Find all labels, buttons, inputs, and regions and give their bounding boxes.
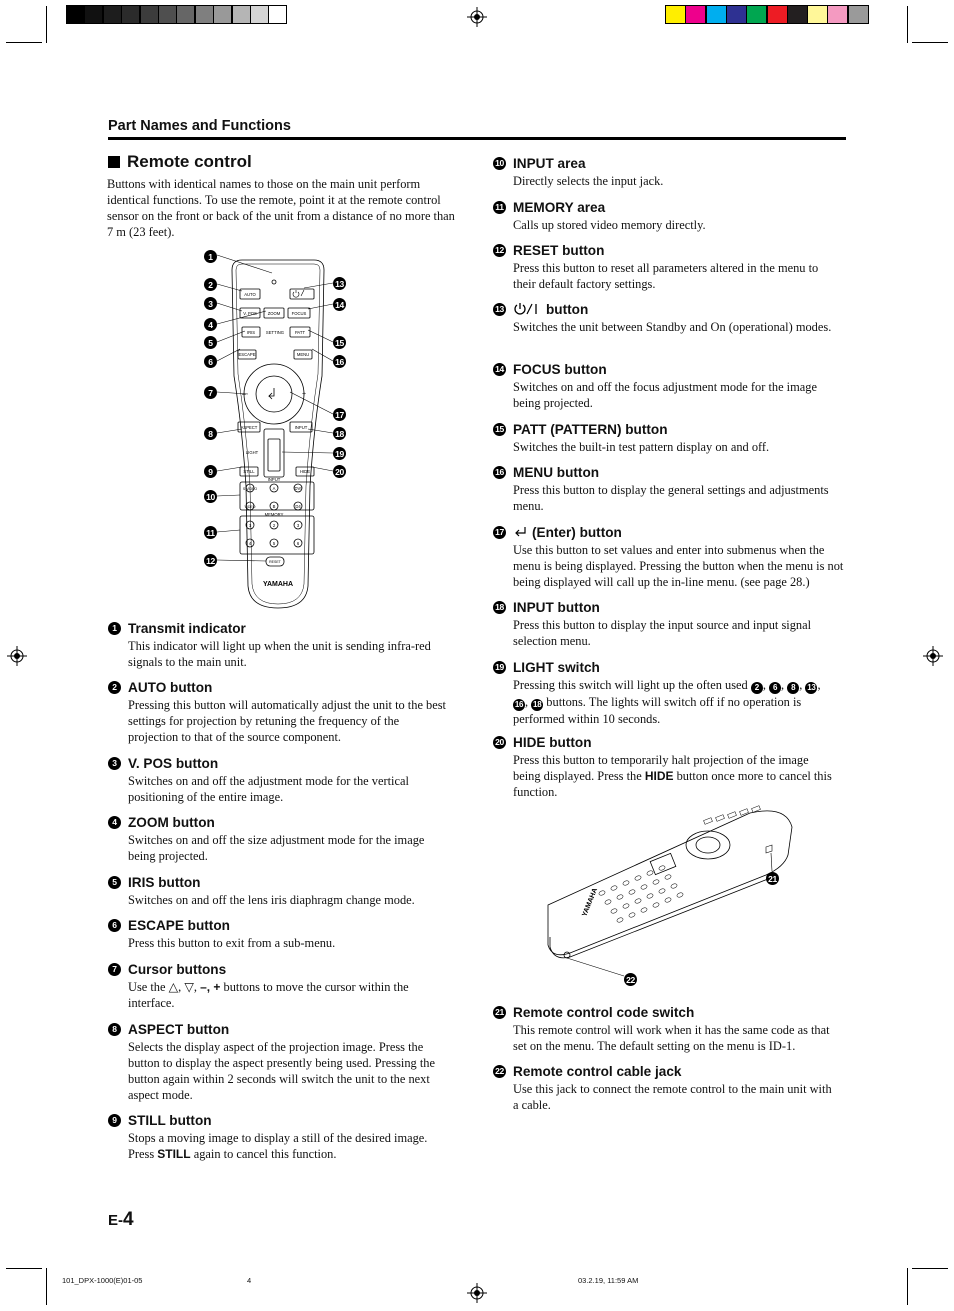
item-title: V. POS button [128,755,219,771]
gray-swatch [232,5,251,24]
gray-swatch [158,5,177,24]
remote-label-light: LIGHT [245,450,259,455]
remote-label-still: STILL [243,469,255,474]
side-view-button [652,879,659,885]
callout-3: 3 [204,297,217,310]
side-view-button [658,865,665,871]
item-number: 8 [108,1023,121,1036]
remote-label-aspect: ASPECT [240,425,258,430]
item-auto-button [108,678,448,745]
side-view-button [598,890,605,896]
item-light-switch [493,658,833,727]
side-view-button [646,893,653,899]
callout-13: 13 [333,277,346,290]
side-view-button [728,812,737,819]
item-title: AUTO button [128,679,213,695]
item-number: 10 [493,157,506,170]
item-number: 19 [493,661,506,674]
remote-label-iris: IRIS [246,330,256,335]
callout-7: 7 [204,386,217,399]
item-number: 16 [493,466,506,479]
item-description: Calls up stored video memory directly. [513,218,706,232]
item-description: Switches on and off the adjustment mode for the vertical positioning of the entire image. [128,774,409,804]
side-view-button [658,888,665,894]
callout-16: 16 [333,355,346,368]
callout-20: 20 [333,465,346,478]
side-view-button [652,902,659,908]
remote-label-video: VIDEO [244,505,256,509]
cable-jack-icon [564,952,570,958]
side-view-button [676,892,683,898]
item-cursor-buttons [108,960,448,1011]
item-number: 9 [108,1114,121,1127]
item-number: 14 [493,363,506,376]
remote-label-m6: 6 [296,541,300,546]
item-description: Pressing this switch will light up the often used 2 , 6 , 8 , 13 , 16 , 18 buttons. The lights will switch off if no operation is performed within 10 seconds. [513,678,821,726]
remote-label-escape: ESCAPE [238,352,256,357]
item-number: 12 [493,244,506,257]
callout-6: 6 [204,355,217,368]
square-bullet-icon [108,156,120,168]
page-number: E-4 [108,1209,134,1230]
gray-swatch [121,5,140,24]
item-power-button [493,300,833,335]
item-title: Remote control cable jack [513,1063,682,1079]
remote-label-m2: 2 [272,523,276,528]
remote-label-setting: SETTING [265,330,285,335]
remote-label-plus: + [301,391,307,398]
callout-1: 1 [204,250,217,263]
callout-8: 8 [204,427,217,440]
item-patt-button [493,420,833,455]
item-input-area [493,154,833,189]
callout-5: 5 [204,336,217,349]
callout-18: 18 [333,427,346,440]
item-number: 1 [108,622,121,635]
item-number: 21 [493,1006,506,1019]
item-number: 11 [493,201,506,214]
item-input-button [493,598,833,649]
standby-on-icon [513,302,541,316]
item-description: Press this button to display the input source and input signal selection menu. [513,618,812,648]
side-view-button [622,903,629,909]
item-title: STILL button [128,1112,212,1128]
item-title: FOCUS button [513,361,607,377]
footer-page: 4 [247,1276,252,1285]
gray-swatch [84,5,103,24]
remote-label-m3: 3 [296,523,300,528]
side-view-button [634,898,641,904]
page-title-text: Remote control [127,152,252,171]
side-view-button [616,917,623,923]
enter-icon [513,525,529,539]
remote-label-memory: MEMORY [264,512,284,517]
callout-22: 22 [624,973,637,986]
page-title [108,152,252,172]
gray-swatch [103,5,122,24]
callout-9: 9 [204,465,217,478]
item-description: Stops a moving image to display a still of the desired image. Press STILL again to cancel this function. [128,1131,428,1161]
remote-label-m5: 5 [272,541,276,546]
color-swatch [827,5,848,24]
footer-timestamp: 03.2.19, 11:59 AM [578,1276,639,1285]
remote-label-s-video: S VIDEO [242,487,258,491]
remote-label-a: A [272,486,276,491]
registration-mark-bottom [467,1283,487,1303]
item-description: Switches the built-in test pattern display on and off. [513,440,770,454]
remote-label-d4: D4 [295,504,301,509]
item-title: Cursor buttons [128,961,227,977]
color-swatch [767,5,788,24]
item-menu-button [493,463,848,514]
item-description: Use this jack to connect the remote control to the main unit with a cable. [513,1082,832,1112]
side-view-button [704,818,713,825]
item-title: MEMORY area [513,199,606,215]
item-number: 15 [493,423,506,436]
callout-15: 15 [333,336,346,349]
item-title: ASPECT button [128,1021,230,1037]
item-enter-button [493,523,848,590]
item-title: INPUT button [513,599,600,615]
item-title: IRIS button [128,874,201,890]
item-title: ESCAPE button [128,917,230,933]
remote-label-m1: 1 [248,523,252,528]
color-swatch [787,5,808,24]
remote-label-zoom: ZOOM [267,311,281,316]
side-view-brand: YAMAHA [581,887,600,918]
gray-swatch [250,5,269,24]
item-number: 7 [108,963,121,976]
remote-label-input-button: INPUT [294,425,308,430]
item-zoom-button [108,813,448,864]
color-swatch [746,5,767,24]
item-description: Press this button to reset all parameters altered in the menu to their default factory settings. [513,261,819,291]
side-view-button [622,880,629,886]
item-description: Press this button to temporarily halt projection of the image being displayed. Press the HIDE button once more to cancel this function. [513,753,832,799]
item-escape-button [108,916,448,951]
side-view-button [634,875,641,881]
registration-mark-top [467,7,487,27]
item-number: 20 [493,736,506,749]
item-title: HIDE button [513,734,592,750]
item-number: 2 [108,681,121,694]
item-title: LIGHT switch [513,659,600,675]
item-title: INPUT area [513,155,586,171]
callout-4: 4 [204,318,217,331]
side-view-button [716,815,725,822]
side-view-button [616,894,623,900]
remote-label-input-area: INPUT [267,477,281,482]
item-code-switch [493,1003,833,1054]
item-description: Use the △, ▽, –, + buttons to move the cursor within the interface. [128,980,409,1010]
item-reset-button [493,241,833,292]
callout-17: 17 [333,408,346,421]
item-title: MENU button [513,464,600,480]
remote-label-minus: – [242,391,246,398]
item-number: 17 [493,526,506,539]
side-view-button [646,870,653,876]
item-title: Remote control code switch [513,1004,695,1020]
side-view-button [640,884,647,890]
item-still-button [108,1111,448,1162]
item-description: Pressing this button will automatically adjust the unit to the best settings for projection by retuning the frequency of the projection to that of the source component. [128,698,446,744]
color-swatch [665,5,686,24]
color-swatch [848,5,869,24]
item-description: Selects the display aspect of the projection image. Press the button to display the aspect presently being used. Pressing the button again within 2 seconds will switch the unit to the next aspect mode. [128,1040,435,1102]
side-view-button [604,899,611,905]
item-title: Transmit indicator [128,620,246,636]
callout-19: 19 [333,447,346,460]
cursor-triangle-icons: △, ▽, [168,980,201,994]
side-view-button [670,883,677,889]
item-number: 13 [493,303,506,316]
item-transmit-indicator [108,619,448,670]
item-number: 18 [493,601,506,614]
code-switch-icon [766,845,772,853]
side-view-button [610,885,617,891]
registration-mark-right [923,646,943,666]
item-title: PATT (PATTERN) button [513,421,668,437]
item-number: 3 [108,757,121,770]
side-view-button [664,874,671,880]
color-swatch [807,5,828,24]
item-description: Press this button to display the general settings and adjustments menu. [513,483,829,513]
intro-paragraph: Buttons with identical names to those on the main unit perform identical functions. To use the remote, point it at the remote control sensor on the front or back of the unit from a distance of no more than 7 m (23 feet). [107,177,455,239]
item-description: Press this button to exit from a sub-menu. [128,936,336,950]
remote-label-dvi: DVI [294,486,302,491]
remote-label-menu: MENU [296,352,310,357]
gray-swatch [213,5,232,24]
gray-swatch [140,5,159,24]
remote-label-focus: FOCUS [291,311,307,316]
item-number: 6 [108,919,121,932]
color-swatch [685,5,706,24]
item-vpos-button [108,754,448,805]
item-number: 4 [108,816,121,829]
item-title: ZOOM button [128,814,215,830]
side-view-button [610,908,617,914]
item-number: 5 [108,876,121,889]
callout-2: 2 [204,278,217,291]
item-description: Switches on and off the size adjustment mode for the image being projected. [128,833,425,863]
item-hide-button [493,733,833,800]
callout-lines [200,250,350,580]
item-description: This indicator will light up when the unit is sending infra-red signals to the main unit. [128,639,431,669]
side-view-button [640,907,647,913]
section-rule [108,137,846,140]
item-title: (Enter) button [532,524,622,540]
item-cable-jack [493,1062,833,1113]
color-swatch [726,5,747,24]
remote-label-hide: HIDE [299,469,311,474]
remote-label-reset: RESET [269,560,281,564]
remote-label-vpos: V. POS [243,311,257,316]
gray-swatch [268,5,287,24]
remote-label-brand: YAMAHA [262,581,294,588]
callout-21: 21 [766,872,779,885]
color-swatch [706,5,727,24]
item-description: Use this button to set values and enter into submenus when the menu is being displayed. Pressing the button when the menu is not being displayed will call up the in-line menu. (see page 28.) [513,543,844,589]
item-description: This remote control will work when it has the same code as that set on the menu. The default setting on the menu is ID-1. [513,1023,830,1053]
footer-file: 101_DPX-1000(E)01-05 [62,1276,143,1285]
item-description: Switches on and off the lens iris diaphragm change mode. [128,893,415,907]
gray-swatch [176,5,195,24]
remote-side-view-illustration [540,805,800,985]
item-description: Switches the unit between Standby and On (operational) modes. [513,320,832,334]
item-memory-area [493,198,833,233]
remote-body-outline [548,811,792,955]
item-description: Directly selects the input jack. [513,174,664,188]
item-focus-button [493,360,833,411]
item-number: 22 [493,1065,506,1078]
callout-10: 10 [204,490,217,503]
remote-label-auto: AUTO [244,292,256,297]
gray-swatch [66,5,85,24]
item-aspect-button [108,1020,448,1103]
remote-label-m4: 4 [248,541,252,546]
callout-11: 11 [204,526,217,539]
side-view-button [628,912,635,918]
gray-swatch [195,5,214,24]
side-view-button [664,897,671,903]
item-title: button [546,301,589,317]
callout-14: 14 [333,298,346,311]
item-iris-button [108,873,448,908]
item-title: RESET button [513,242,605,258]
remote-label-b: B [272,504,276,509]
remote-label-patt: PATT [294,330,306,335]
item-description: Switches on and off the focus adjustment mode for the image being projected. [513,380,817,410]
registration-mark-left [7,646,27,666]
section-heading: Part Names and Functions [108,118,291,134]
callout-12: 12 [204,554,217,567]
side-view-button [628,889,635,895]
